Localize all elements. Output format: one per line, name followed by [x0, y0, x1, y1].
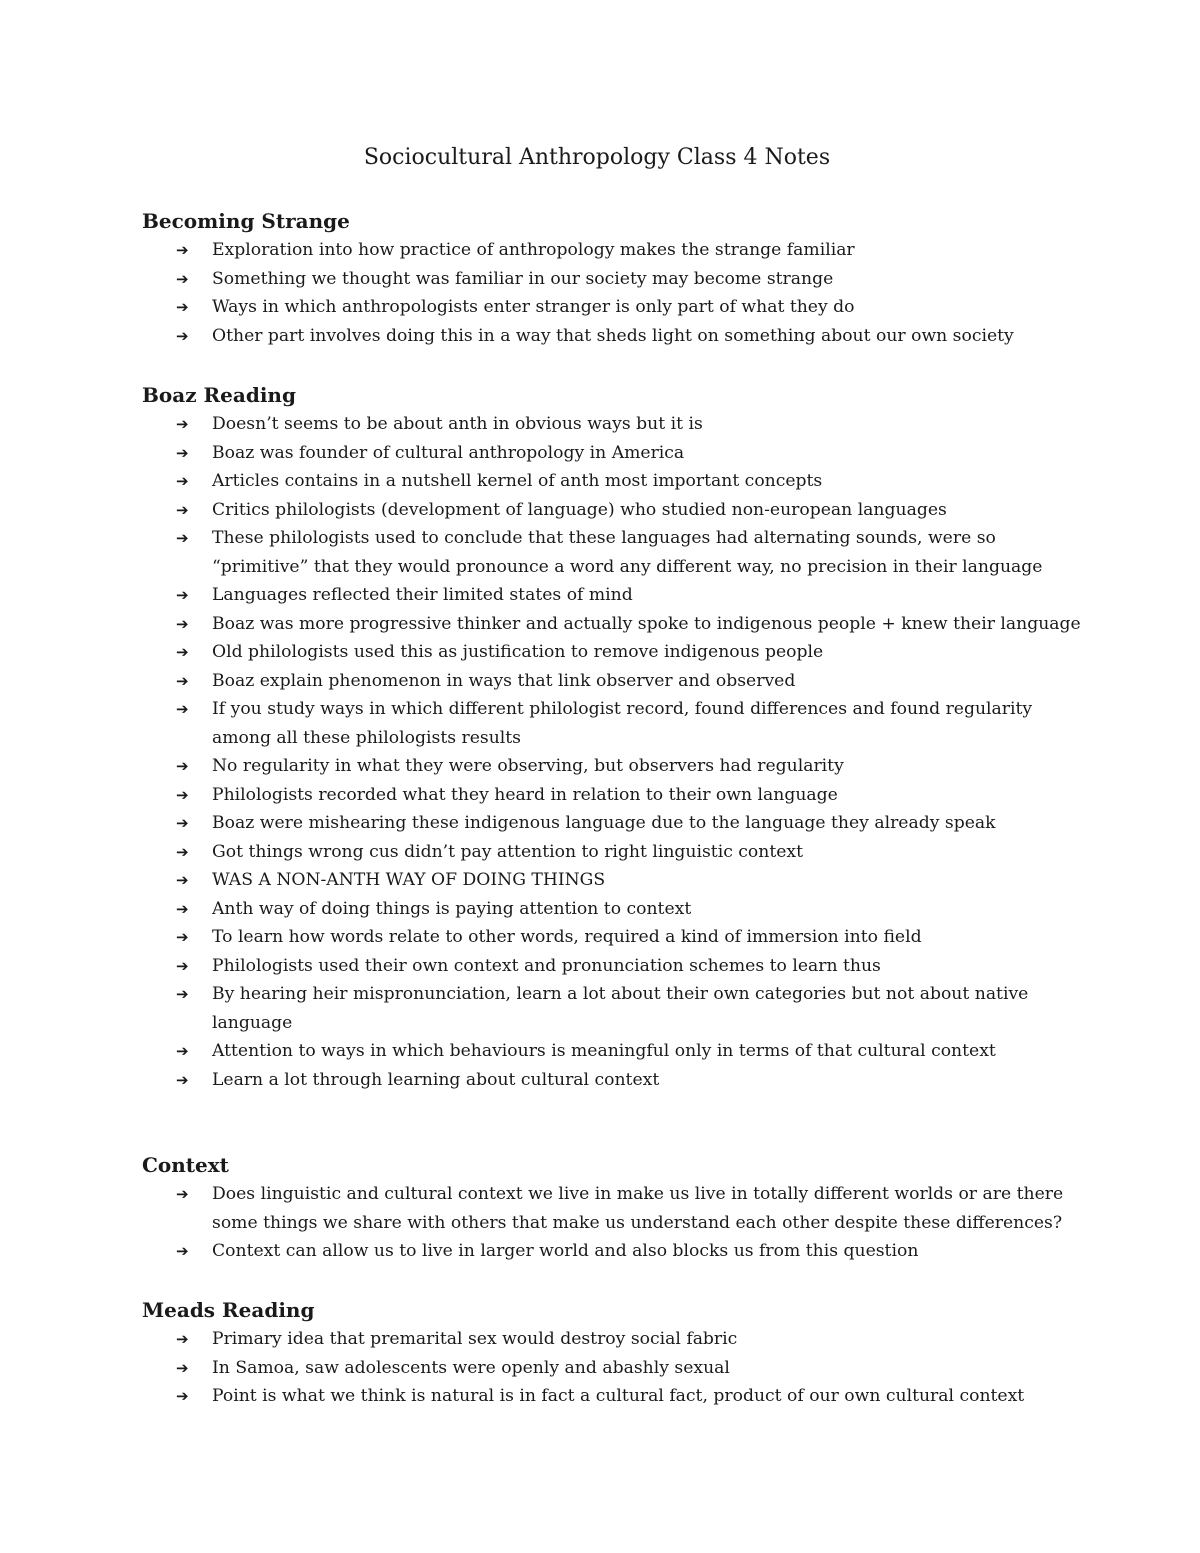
list-item-text: WAS A NON-ANTH WAY OF DOING THINGS — [212, 870, 606, 890]
list-item — [142, 752, 1082, 781]
list-item-text: Doesn’t seems to be about anth in obvious ways but it is — [212, 414, 703, 434]
list-item-text: Boaz were mishearing these indigenous language due to the language they already speak — [212, 813, 996, 833]
right-arrow-icon: ➔ — [176, 1330, 189, 1348]
list-item — [142, 1382, 1082, 1411]
section-becoming-strange — [142, 206, 1082, 350]
section-boaz-reading — [142, 380, 1082, 1094]
right-arrow-icon: ➔ — [176, 472, 189, 490]
right-arrow-icon: ➔ — [176, 785, 189, 804]
list-item — [142, 809, 1082, 838]
list-item — [142, 236, 1082, 265]
list-item — [142, 838, 1082, 867]
bullet-list — [142, 1325, 1082, 1411]
section-heading: Boaz Reading — [142, 383, 296, 407]
list-item — [142, 1325, 1082, 1354]
list-item-text: Ways in which anthropologists enter stranger is only part of what they do — [212, 297, 855, 317]
bullet-list — [142, 410, 1082, 1094]
list-item-text: Attention to ways in which behaviours is meaningful only in terms of that cultural context — [212, 1041, 996, 1061]
right-arrow-icon: ➔ — [176, 529, 189, 547]
section-context — [142, 1150, 1082, 1266]
bullet-list — [142, 236, 1082, 350]
right-arrow-icon: ➔ — [176, 671, 189, 690]
list-item — [142, 581, 1082, 610]
list-item-text: To learn how words relate to other words, required a kind of immersion into field — [212, 927, 922, 947]
list-item-text: Languages reflected their limited states of mind — [212, 585, 633, 605]
list-item-text: Other part involves doing this in a way that sheds light on something about our own society — [212, 325, 1014, 346]
right-arrow-icon: ➔ — [176, 1070, 189, 1089]
list-item-text: Philologists used their own context and pronunciation schemes to learn thus — [212, 955, 881, 976]
list-item — [142, 638, 1082, 667]
list-item — [142, 952, 1082, 981]
right-arrow-icon: ➔ — [176, 269, 189, 288]
right-arrow-icon: ➔ — [176, 757, 189, 775]
right-arrow-icon: ➔ — [176, 1358, 189, 1377]
right-arrow-icon: ➔ — [176, 643, 189, 661]
list-item — [142, 866, 1082, 895]
right-arrow-icon: ➔ — [176, 871, 189, 889]
right-arrow-icon: ➔ — [176, 1242, 189, 1260]
list-item — [142, 1180, 1082, 1237]
list-item — [142, 293, 1082, 322]
list-item — [142, 695, 1082, 752]
list-item-text: Does linguistic and cultural context we live in make us live in totally different worlds or are there some things we share with others that make us understand each other despite these differences? — [212, 1184, 1064, 1233]
right-arrow-icon: ➔ — [176, 443, 189, 462]
right-arrow-icon: ➔ — [176, 614, 189, 633]
list-item — [142, 1354, 1082, 1383]
list-item — [142, 410, 1082, 439]
right-arrow-icon: ➔ — [176, 241, 189, 259]
list-item — [142, 496, 1082, 525]
right-arrow-icon: ➔ — [176, 1042, 189, 1060]
list-item — [142, 1237, 1082, 1266]
list-item-text: Anth way of doing things is paying attention to context — [212, 898, 692, 919]
right-arrow-icon: ➔ — [176, 586, 189, 604]
list-item — [142, 610, 1082, 639]
right-arrow-icon: ➔ — [176, 500, 189, 519]
list-item-text: Boaz explain phenomenon in ways that link observer and observed — [212, 670, 796, 691]
list-item-text: Philologists recorded what they heard in relation to their own language — [212, 784, 838, 805]
list-item — [142, 467, 1082, 496]
right-arrow-icon: ➔ — [176, 985, 189, 1003]
list-item-text: Boaz was more progressive thinker and actually spoke to indigenous people + knew their language — [212, 613, 1081, 634]
list-item — [142, 524, 1082, 581]
list-item-text: Got things wrong cus didn’t pay attention to right linguistic context — [212, 841, 804, 862]
list-item — [142, 265, 1082, 294]
list-item — [142, 923, 1082, 952]
list-item-text: Exploration into how practice of anthropology makes the strange familiar — [212, 240, 855, 260]
list-item-text: Learn a lot through learning about cultural context — [212, 1069, 660, 1090]
section-meads-reading — [142, 1295, 1082, 1411]
right-arrow-icon: ➔ — [176, 700, 189, 718]
right-arrow-icon: ➔ — [176, 326, 189, 345]
right-arrow-icon: ➔ — [176, 1387, 189, 1405]
list-item — [142, 895, 1082, 924]
right-arrow-icon: ➔ — [176, 1185, 189, 1203]
list-item-text: Articles contains in a nutshell kernel of anth most important concepts — [212, 471, 823, 491]
list-item-text: Primary idea that premarital sex would destroy social fabric — [212, 1329, 738, 1349]
bullet-list — [142, 1180, 1082, 1266]
list-item-text: No regularity in what they were observing, but observers had regularity — [212, 756, 844, 776]
document-title: Sociocultural Anthropology Class 4 Notes — [363, 145, 831, 170]
list-item-text: Old philologists used this as justification to remove indigenous people — [212, 642, 824, 662]
list-item — [142, 667, 1082, 696]
right-arrow-icon: ➔ — [176, 298, 189, 316]
list-item-text: If you study ways in which different philologist record, found differences and found regularity among all these philologists results — [212, 699, 1033, 748]
section-heading: Becoming Strange — [142, 209, 350, 233]
section-heading: Context — [142, 1153, 229, 1177]
list-item-text: Point is what we think is natural is in fact a cultural fact, product of our own cultural context — [212, 1386, 1025, 1406]
list-item — [142, 1066, 1082, 1095]
right-arrow-icon: ➔ — [176, 842, 189, 861]
right-arrow-icon: ➔ — [176, 415, 189, 433]
list-item-text: These philologists used to conclude that these languages had alternating sounds, were so “primitive” that they would pronounce a word any different way, no precision in their language — [212, 528, 1043, 577]
list-item — [142, 1037, 1082, 1066]
right-arrow-icon: ➔ — [176, 814, 189, 832]
list-item-text: Something we thought was familiar in our society may become strange — [212, 268, 834, 289]
section-heading: Meads Reading — [142, 1298, 315, 1322]
right-arrow-icon: ➔ — [176, 956, 189, 975]
list-item-text: Boaz was founder of cultural anthropology in America — [212, 442, 685, 463]
list-item-text: Critics philologists (development of language) who studied non-european languages — [212, 499, 947, 520]
right-arrow-icon: ➔ — [176, 899, 189, 918]
list-item — [142, 781, 1082, 810]
right-arrow-icon: ➔ — [176, 928, 189, 946]
list-item-text: Context can allow us to live in larger world and also blocks us from this question — [212, 1241, 919, 1261]
list-item — [142, 439, 1082, 468]
list-item — [142, 980, 1082, 1037]
list-item-text: In Samoa, saw adolescents were openly and abashly sexual — [212, 1357, 730, 1378]
list-item — [142, 322, 1082, 351]
list-item-text: By hearing heir mispronunciation, learn a lot about their own categories but not about native language — [212, 984, 1029, 1033]
